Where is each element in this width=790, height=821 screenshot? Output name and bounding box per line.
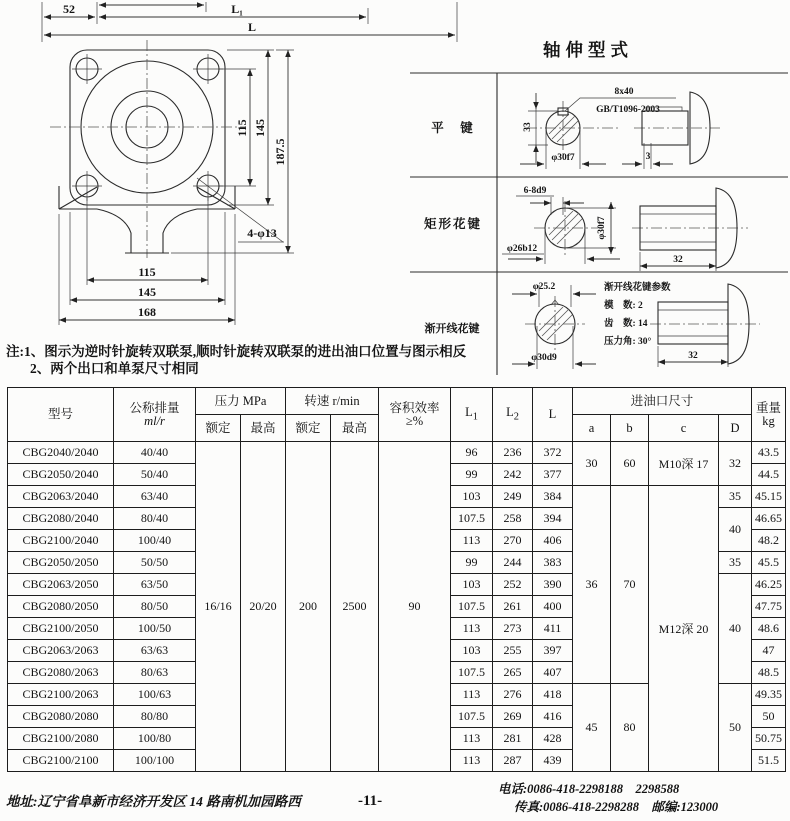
cell-disp: 80/40 — [114, 508, 196, 530]
cell-model: CBG2063/2063 — [8, 640, 114, 662]
cell-L1: 107.5 — [451, 596, 493, 618]
spec-table — [7, 387, 786, 772]
cell-disp: 80/63 — [114, 662, 196, 684]
cell-p_max: 20/20 — [241, 442, 286, 772]
dim-involute-tip-dia: φ25.2 — [532, 282, 556, 292]
cell-L1: 113 — [451, 530, 493, 552]
cell-kg: 50.75 — [752, 728, 786, 750]
cell-L: 418 — [533, 684, 573, 706]
cell-L: 400 — [533, 596, 573, 618]
cell-a: 36 — [573, 486, 611, 684]
cell-L: 428 — [533, 728, 573, 750]
displacement-unit: ml/r — [144, 413, 165, 428]
col-header-pressure-rated: 额定 — [196, 415, 241, 442]
cell-disp: 100/100 — [114, 750, 196, 772]
cell-L1: 113 — [451, 618, 493, 640]
cell-disp: 80/50 — [114, 596, 196, 618]
cell-L: 397 — [533, 640, 573, 662]
cell-D: 35 — [719, 486, 752, 508]
dim-shaft-length-2: 32 — [673, 255, 683, 265]
cell-vol_eff: 90 — [379, 442, 451, 772]
cell-model: CBG2100/2050 — [8, 618, 114, 640]
cell-disp: 63/50 — [114, 574, 196, 596]
footer — [0, 778, 790, 821]
cell-b: 60 — [611, 442, 649, 486]
table-row — [8, 442, 786, 464]
note-line-1: 注:1、图示为逆时针旋转双联泵,顺时针旋转双联泵的进出油口位置与图示相反 — [6, 344, 467, 359]
involute-param-module: 模 数: 2 — [604, 301, 643, 311]
notes — [6, 343, 674, 377]
col-header-inlet-size: 进油口尺寸 — [573, 388, 752, 415]
cell-L1: 113 — [451, 750, 493, 772]
cell-L2: 255 — [493, 640, 533, 662]
cell-a: 30 — [573, 442, 611, 486]
cell-D: 40 — [719, 508, 752, 552]
dim-shaft-length-3: 32 — [688, 351, 698, 361]
cell-D: 35 — [719, 552, 752, 574]
cell-disp: 63/40 — [114, 486, 196, 508]
cell-disp: 63/63 — [114, 640, 196, 662]
col-header-D: D — [719, 415, 752, 442]
contact-info — [498, 780, 718, 816]
cell-b: 70 — [611, 486, 649, 684]
cell-s_rated: 200 — [286, 442, 331, 772]
cell-kg: 46.65 — [752, 508, 786, 530]
cell-L: 407 — [533, 662, 573, 684]
cell-kg: 48.2 — [752, 530, 786, 552]
cell-kg: 48.6 — [752, 618, 786, 640]
col-header-c: c — [649, 415, 719, 442]
dim-L1: L₁ — [231, 2, 243, 16]
cell-disp: 50/40 — [114, 464, 196, 486]
cell-kg: 45.5 — [752, 552, 786, 574]
cell-kg: 45.15 — [752, 486, 786, 508]
cell-a: 45 — [573, 684, 611, 772]
cell-L1: 99 — [451, 552, 493, 574]
col-header-speed-max: 最高 — [331, 415, 379, 442]
page-number: -11- — [358, 793, 383, 809]
cell-L: 439 — [533, 750, 573, 772]
rect-spline-drawing — [502, 186, 748, 271]
spline-spec-label: 6-8d9 — [523, 186, 547, 196]
col-header-weight — [752, 388, 786, 442]
cell-L1: 107.5 — [451, 508, 493, 530]
cell-kg: 49.35 — [752, 684, 786, 706]
cell-L1: 103 — [451, 486, 493, 508]
spec-table-body — [8, 442, 786, 772]
cell-L2: 242 — [493, 464, 533, 486]
dim-shaft-diameter-1: φ30f7 — [551, 153, 575, 163]
fax: 传真:0086-418-2298288 邮编:123000 — [514, 800, 719, 814]
cell-L1: 103 — [451, 640, 493, 662]
dim-L: L — [247, 20, 257, 34]
cell-L: 411 — [533, 618, 573, 640]
cell-p_rated: 16/16 — [196, 442, 241, 772]
col-header-displacement — [114, 388, 196, 442]
spec-table-head — [8, 388, 786, 442]
cell-model: CBG2100/2040 — [8, 530, 114, 552]
dim-key-height: 33 — [523, 122, 533, 132]
cell-kg: 47.75 — [752, 596, 786, 618]
cell-model: CBG2040/2040 — [8, 442, 114, 464]
cell-disp: 40/40 — [114, 442, 196, 464]
address: 地址:辽宁省阜新市经济开发区 14 路南机加园路西 — [6, 794, 301, 809]
cell-D: 40 — [719, 574, 752, 684]
key-spec-label: 8x40 — [614, 87, 634, 97]
cell-model: CBG2050/2040 — [8, 464, 114, 486]
cell-L2: 281 — [493, 728, 533, 750]
col-header-model: 型号 — [8, 388, 114, 442]
bolt-holes — [72, 54, 223, 201]
dim-52: 52 — [63, 2, 75, 16]
cell-disp: 100/40 — [114, 530, 196, 552]
dim-spline-inner-dia: φ26b12 — [506, 244, 538, 254]
involute-params-title: 渐开线花键参数 — [604, 283, 671, 293]
cell-L2: 276 — [493, 684, 533, 706]
cell-L1: 113 — [451, 728, 493, 750]
shaft-type-flat-key: 平 键 — [431, 121, 475, 135]
col-header-speed: 转速 r/min — [286, 388, 379, 415]
cell-L2: 273 — [493, 618, 533, 640]
displacement-title: 公称排量 — [129, 400, 180, 415]
cell-L2: 249 — [493, 486, 533, 508]
cell-kg: 51.5 — [752, 750, 786, 772]
dim-115-horizontal: 115 — [138, 265, 156, 279]
cell-L2: 252 — [493, 574, 533, 596]
col-header-speed-rated: 额定 — [286, 415, 331, 442]
cell-disp: 100/63 — [114, 684, 196, 706]
cell-L2: 270 — [493, 530, 533, 552]
cell-L: 416 — [533, 706, 573, 728]
cell-c: M12深 20 — [649, 486, 719, 772]
col-header-volumetric-efficiency — [379, 388, 451, 442]
cell-disp: 100/50 — [114, 618, 196, 640]
cell-L: 394 — [533, 508, 573, 530]
shaft-section-title: 轴伸型式 — [543, 40, 633, 60]
flat-key-drawing — [520, 87, 720, 169]
cell-kg: 44.5 — [752, 464, 786, 486]
cell-L: 384 — [533, 486, 573, 508]
efficiency-threshold: ≥% — [405, 413, 424, 428]
weight-unit: kg — [762, 413, 775, 428]
cell-L2: 287 — [493, 750, 533, 772]
key-standard-label: GB/T1096-2003 — [596, 105, 660, 115]
cell-L1: 107.5 — [451, 706, 493, 728]
col-header-pressure-max: 最高 — [241, 415, 286, 442]
cell-model: CBG2080/2050 — [8, 596, 114, 618]
cell-L1: 99 — [451, 464, 493, 486]
cell-model: CBG2080/2063 — [8, 662, 114, 684]
cell-D: 32 — [719, 442, 752, 486]
cell-L: 390 — [533, 574, 573, 596]
weight-title: 重量 — [756, 400, 782, 415]
shaft-type-rect-spline: 矩形花键 — [423, 217, 483, 231]
cell-kg: 50 — [752, 706, 786, 728]
cell-kg: 48.5 — [752, 662, 786, 684]
cell-L2: 236 — [493, 442, 533, 464]
dim-145-horizontal: 145 — [138, 285, 156, 299]
involute-param-pressure-angle: 压力角: 30° — [604, 337, 652, 347]
cell-kg: 46.25 — [752, 574, 786, 596]
cell-L1: 113 — [451, 684, 493, 706]
cell-L2: 244 — [493, 552, 533, 574]
shaft-type-involute-spline: 渐开线花键 — [424, 323, 480, 335]
col-header-pressure: 压力 MPa — [196, 388, 286, 415]
cell-D: 50 — [719, 684, 752, 772]
cell-kg: 43.5 — [752, 442, 786, 464]
dim-involute-root-dia: φ30d9 — [531, 353, 557, 363]
pump-outline-drawing — [0, 0, 470, 345]
cell-L2: 258 — [493, 508, 533, 530]
cell-model: CBG2100/2080 — [8, 728, 114, 750]
cell-disp: 100/80 — [114, 728, 196, 750]
cell-disp: 50/50 — [114, 552, 196, 574]
involute-param-teeth: 齿 数: 14 — [604, 319, 648, 329]
efficiency-title: 容积效率 — [389, 400, 440, 415]
cell-L1: 96 — [451, 442, 493, 464]
cell-L1: 107.5 — [451, 662, 493, 684]
col-header-L1: $L_1$ — [451, 388, 493, 442]
cell-kg: 47 — [752, 640, 786, 662]
cell-L: 372 — [533, 442, 573, 464]
cell-L2: 265 — [493, 662, 533, 684]
cell-model: CBG2080/2080 — [8, 706, 114, 728]
cell-L2: 261 — [493, 596, 533, 618]
dim-groove-width: 3 — [645, 152, 651, 162]
dim-spline-outer-dia: φ30f7 — [597, 216, 607, 240]
dim-115-vertical: 115 — [235, 119, 249, 137]
note-line-2: 2、两个出口和单泵尺寸相同 — [30, 361, 199, 376]
cell-L1: 103 — [451, 574, 493, 596]
cell-model: CBG2063/2050 — [8, 574, 114, 596]
cell-model: CBG2100/2100 — [8, 750, 114, 772]
col-header-b: b — [611, 415, 649, 442]
cell-c: M10深 17 — [649, 442, 719, 486]
dim-168-horizontal: 168 — [138, 305, 156, 319]
cell-L: 406 — [533, 530, 573, 552]
cell-disp: 80/80 — [114, 706, 196, 728]
cell-L: 383 — [533, 552, 573, 574]
cell-s_max: 2500 — [331, 442, 379, 772]
cell-L2: 269 — [493, 706, 533, 728]
cell-model: CBG2100/2063 — [8, 684, 114, 706]
cell-model: CBG2050/2050 — [8, 552, 114, 574]
dim-145-vertical: 145 — [253, 119, 267, 137]
dim-187.5-vertical: 187.5 — [273, 138, 287, 166]
col-header-L: L — [533, 388, 573, 442]
shaft-extension-table — [408, 35, 790, 380]
cell-b: 80 — [611, 684, 649, 772]
col-header-L2: $L_2$ — [493, 388, 533, 442]
cell-model: CBG2080/2040 — [8, 508, 114, 530]
dim-bolt-holes: 4-φ13 — [247, 226, 277, 240]
col-header-a: a — [573, 415, 611, 442]
cell-model: CBG2063/2040 — [8, 486, 114, 508]
cell-L: 377 — [533, 464, 573, 486]
phone: 电话:0086-418-2298188 2298588 — [498, 782, 680, 796]
